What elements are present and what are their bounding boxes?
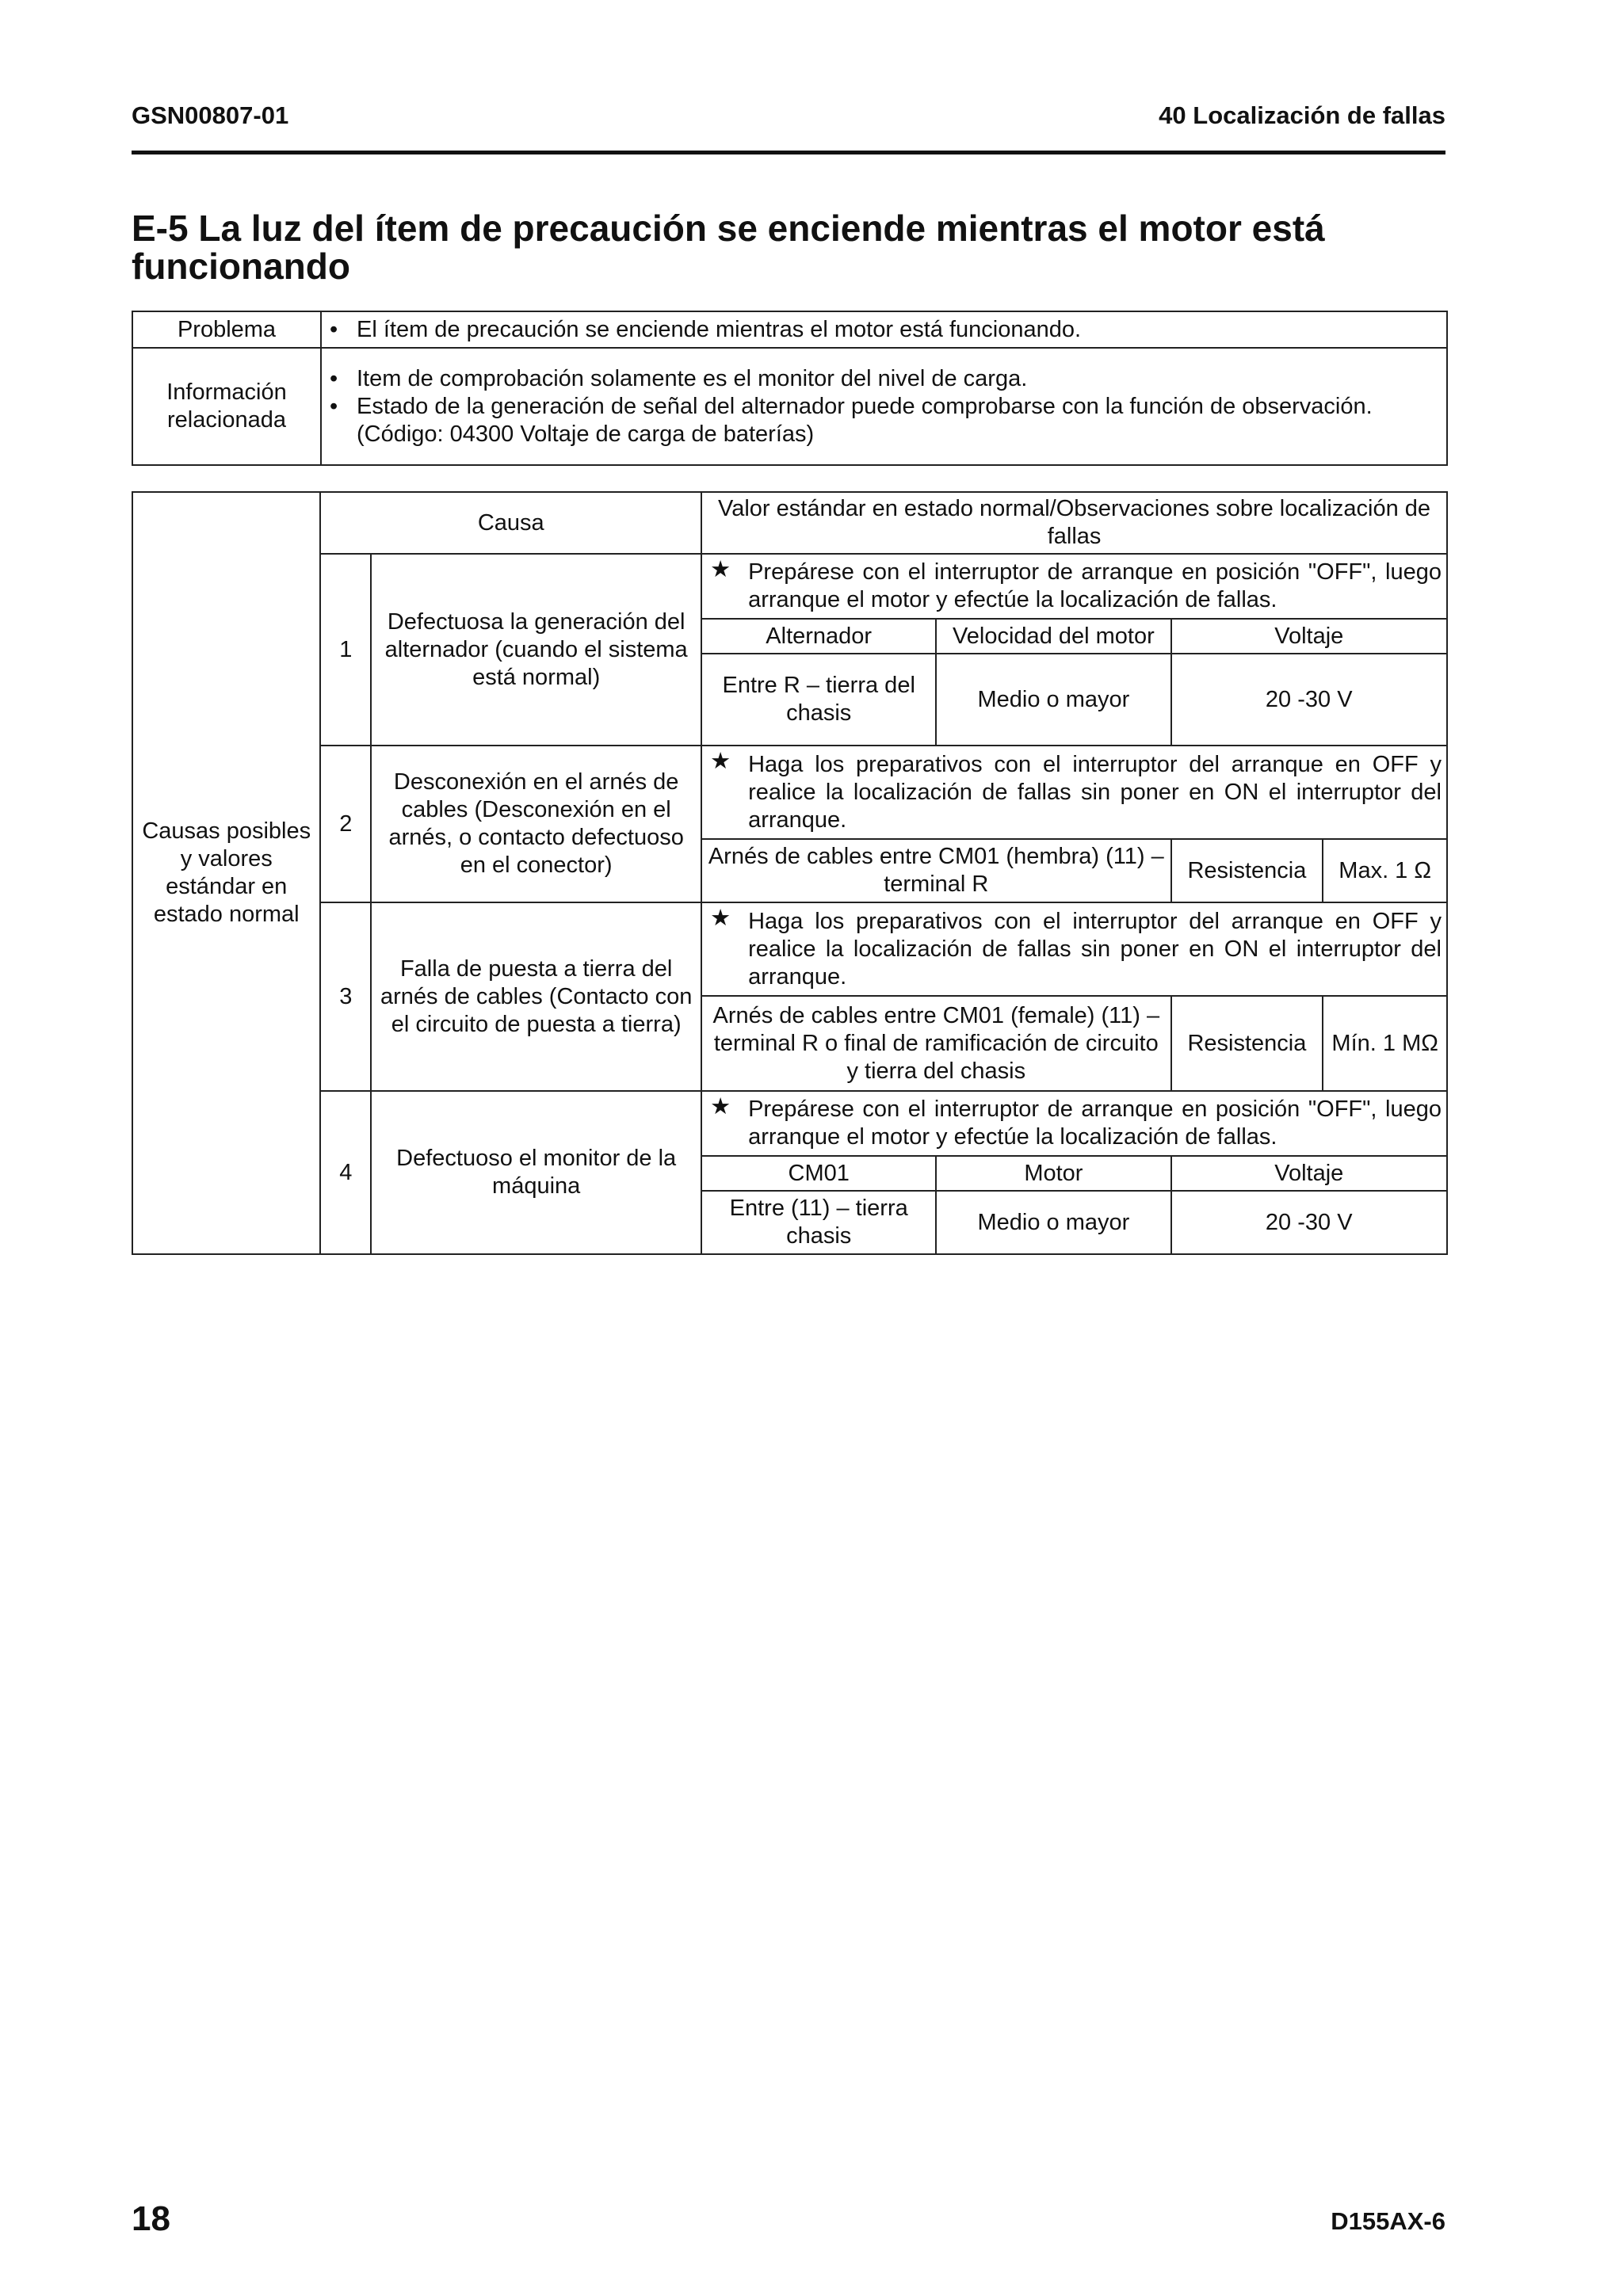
value-cell: Medio o mayor — [936, 1191, 1170, 1254]
value-cell: Resistencia — [1171, 839, 1323, 902]
cause-number: 4 — [320, 1091, 371, 1254]
value-header: Valor estándar en estado normal/Observaciones sobre localización de fallas — [701, 492, 1447, 554]
header-rule — [132, 151, 1445, 154]
page-number: 18 — [132, 2199, 170, 2238]
cause-header: Causa — [320, 492, 701, 554]
value-cell: Arnés de cables entre CM01 (female) (11) – terminal R o final de ramificación de circuito y tierra del chasis — [701, 996, 1170, 1091]
side-label: Causas posibles y valores estándar en estado normal — [132, 492, 320, 1254]
section-title: 40 Localización de fallas — [1159, 101, 1445, 129]
note-text: Prepárese con el interruptor de arranque en posición "OFF", luego arranque el motor y efectúe la localización de fallas. — [748, 559, 1442, 612]
problem-label: Problema — [132, 311, 321, 348]
star-icon: ★ — [710, 1094, 731, 1119]
value-cell: Resistencia — [1171, 996, 1323, 1091]
cause-text: Desconexión en el arnés de cables (Desconexión en el arnés, o contacto defectuoso en el conector) — [371, 746, 701, 902]
star-icon: ★ — [710, 906, 731, 931]
value-cell: Entre R – tierra del chasis — [701, 654, 936, 746]
star-icon: ★ — [710, 557, 731, 582]
cause-number: 3 — [320, 902, 371, 1091]
value-cell: Arnés de cables entre CM01 (hembra) (11) – terminal R — [701, 839, 1170, 902]
note-text: Haga los preparativos con el interruptor del arranque en OFF y realice la localización de fallas sin poner en ON el interruptor del arranque. — [748, 751, 1442, 833]
procedure-note — [701, 554, 1447, 619]
related-item: • Estado de la generación de señal del alternador puede comprobarse con la función de observación. — [327, 393, 1442, 421]
related-cell — [321, 348, 1447, 465]
page-title: E-5 La luz del ítem de precaución se enciende mientras el motor está funcionando — [132, 208, 1325, 287]
document-code: GSN00807-01 — [132, 101, 289, 129]
cause-table — [132, 491, 1448, 1255]
related-item: • Item de comprobación solamente es el monitor del nivel de carga. — [327, 365, 1442, 393]
cause-text: Falla de puesta a tierra del arnés de cables (Contacto con el circuito de puesta a tierra) — [371, 902, 701, 1091]
problem-cell — [321, 311, 1447, 348]
procedure-note — [701, 1091, 1447, 1156]
col-header: CM01 — [701, 1156, 936, 1191]
cause-number: 2 — [320, 746, 371, 902]
star-icon: ★ — [710, 749, 731, 774]
value-cell: 20 -30 V — [1171, 654, 1448, 746]
value-cell: 20 -30 V — [1171, 1191, 1448, 1254]
note-text: Prepárese con el interruptor de arranque en posición "OFF", luego arranque el motor y efectúe la localización de fallas. — [748, 1097, 1442, 1150]
value-cell: Max. 1 Ω — [1323, 839, 1447, 902]
value-cell: Mín. 1 MΩ — [1323, 996, 1447, 1091]
col-header: Velocidad del motor — [936, 619, 1170, 654]
cause-text: Defectuoso el monitor de la máquina — [371, 1091, 701, 1254]
procedure-note — [701, 902, 1447, 996]
col-header: Voltaje — [1171, 1156, 1448, 1191]
col-header: Alternador — [701, 619, 936, 654]
cause-number: 1 — [320, 554, 371, 746]
problem-text: • El ítem de precaución se enciende mientras el motor está funcionando. — [327, 316, 1442, 344]
note-text: Haga los preparativos con el interruptor del arranque en OFF y realice la localización de fallas sin poner en ON el interruptor del arranque. — [748, 908, 1442, 990]
related-label: Información relacionada — [132, 348, 321, 465]
info-table — [132, 311, 1448, 466]
procedure-note — [701, 746, 1447, 839]
col-header: Voltaje — [1171, 619, 1448, 654]
col-header: Motor — [936, 1156, 1170, 1191]
related-item: (Código: 04300 Voltaje de carga de baterías) — [357, 421, 815, 447]
cause-text: Defectuosa la generación del alternador (cuando el sistema está normal) — [371, 554, 701, 746]
value-cell: Medio o mayor — [936, 654, 1170, 746]
model-code: D155AX-6 — [1331, 2207, 1445, 2235]
value-cell: Entre (11) – tierra chasis — [701, 1191, 936, 1254]
